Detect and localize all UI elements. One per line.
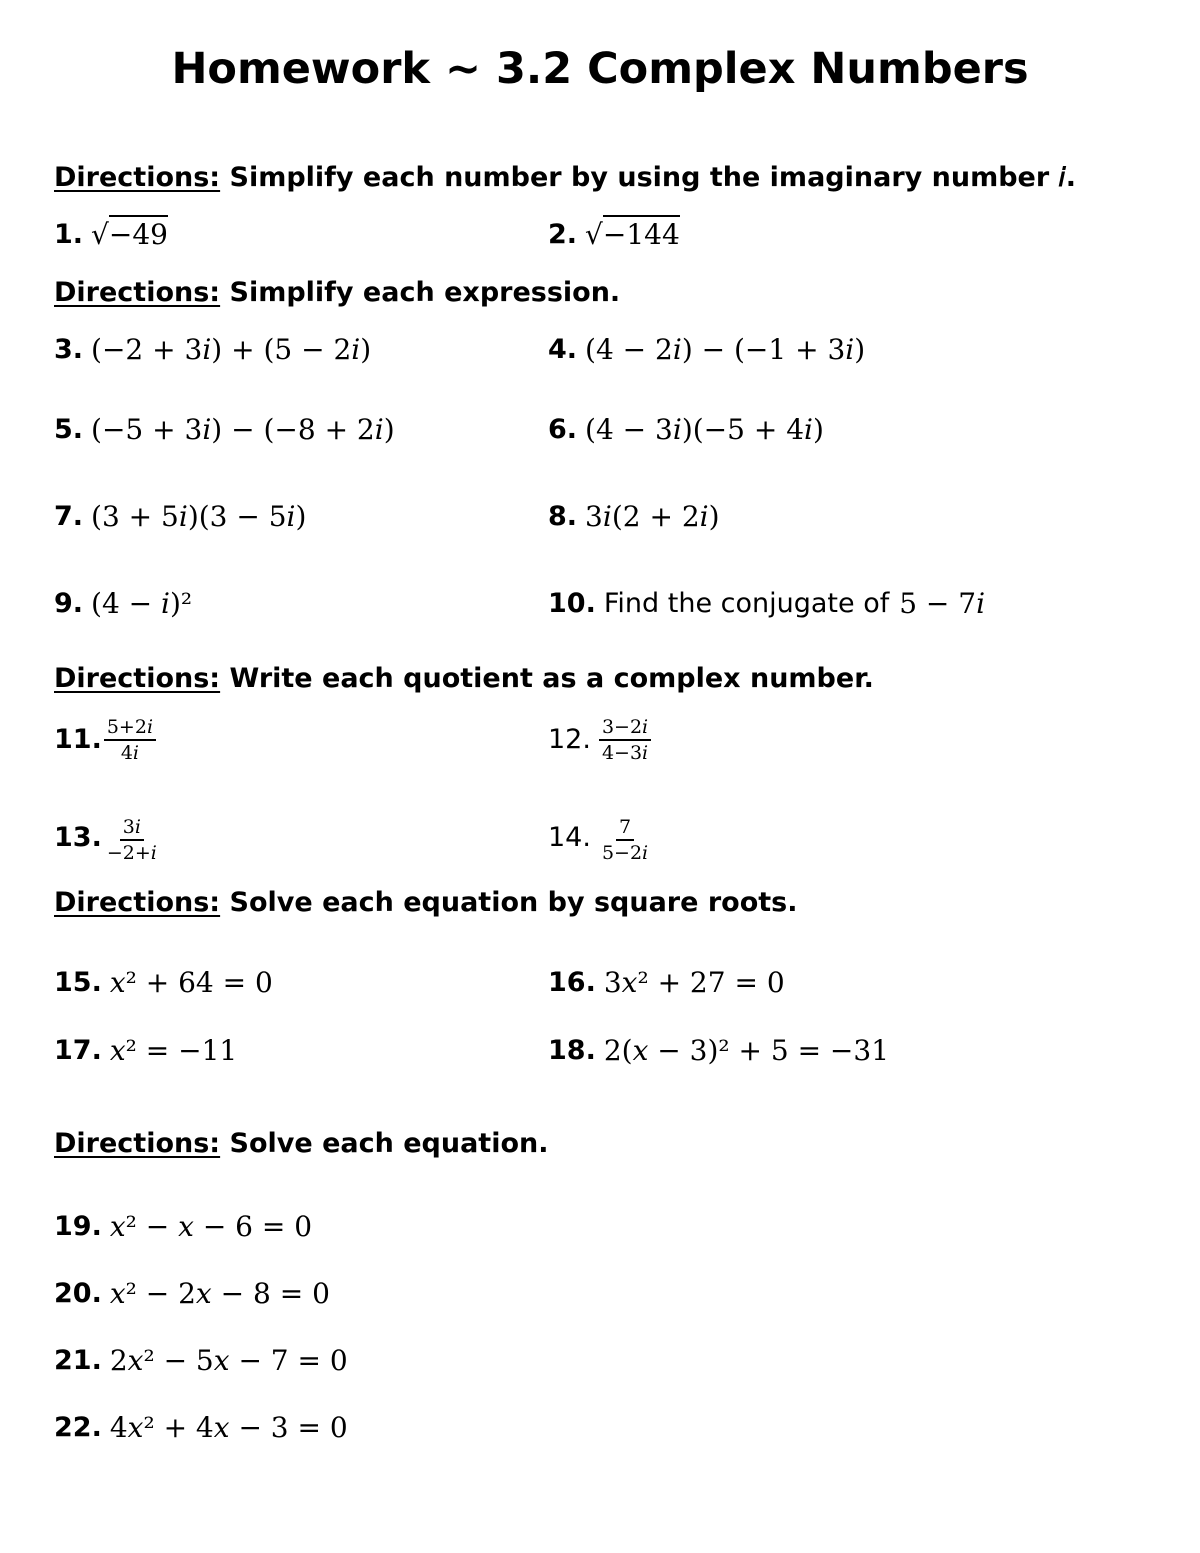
problem-number: 3. <box>54 334 84 365</box>
fraction-numerator: 3𝑖 <box>120 816 144 841</box>
fraction-numerator: 5+2𝑖 <box>104 716 156 741</box>
math-expression: 3𝑥² + 27 = 0 <box>603 966 785 999</box>
fraction-denominator: −2+𝑖 <box>106 842 157 864</box>
fraction <box>104 716 156 764</box>
problem-number: 22. <box>54 1412 102 1443</box>
directions-label: Directions: <box>54 162 221 193</box>
problem-10 <box>548 582 985 626</box>
directions-text: Simplify each number by using the imaginary number 𝑖. <box>220 162 1076 193</box>
problem-number: 4. <box>548 334 578 365</box>
radicand: −144 <box>603 215 680 251</box>
problem-12 <box>548 718 651 762</box>
math-expression: 2𝑥² − 5𝑥 − 7 = 0 <box>109 1344 348 1377</box>
problem-9 <box>54 582 192 626</box>
problem-8 <box>548 495 720 539</box>
problem-6 <box>548 408 824 452</box>
problem-2 <box>548 213 680 257</box>
fraction-denominator: 4−3𝑖 <box>601 742 649 764</box>
problem-text: Find the conjugate of <box>603 588 890 619</box>
directions-section-2 <box>54 276 620 310</box>
radicand: −49 <box>109 215 168 251</box>
problem-number: 11. <box>54 724 102 755</box>
directions-text: Solve each equation. <box>220 1128 549 1159</box>
directions-text: Solve each equation by square roots. <box>220 887 798 918</box>
problem-17 <box>54 1029 237 1073</box>
directions-label: Directions: <box>54 1128 221 1159</box>
fraction-denominator: 5−2𝑖 <box>601 842 649 864</box>
sqrt-icon: √ <box>91 218 109 251</box>
math-expression: (4 − 𝑖)² <box>91 587 193 620</box>
directions-text: Write each quotient as a complex number. <box>220 663 874 694</box>
problem-11 <box>54 718 156 762</box>
problem-15 <box>54 961 273 1005</box>
problem-21 <box>54 1339 348 1383</box>
math-expression: 4𝑥² + 4𝑥 − 3 = 0 <box>109 1411 348 1444</box>
problem-14 <box>548 816 651 864</box>
directions-section-4 <box>54 886 798 920</box>
problem-number: 10. <box>548 588 596 619</box>
fraction-numerator: 3−2𝑖 <box>599 716 651 741</box>
problem-7 <box>54 495 306 539</box>
problem-number: 18. <box>548 1035 596 1066</box>
fraction <box>104 816 160 864</box>
math-expression: 𝑥² − 𝑥 − 6 = 0 <box>109 1210 313 1243</box>
math-expression: 𝑥² + 64 = 0 <box>109 966 273 999</box>
fraction-numerator: 7 <box>616 816 634 841</box>
problem-20 <box>54 1272 330 1316</box>
fraction-denominator: 4𝑖 <box>120 742 140 764</box>
problem-number: 6. <box>548 414 578 445</box>
math-expression: 𝑥² − 2𝑥 − 8 = 0 <box>109 1277 330 1310</box>
fraction <box>599 816 651 864</box>
directions-section-5 <box>54 1127 549 1161</box>
directions-text: Simplify each expression. <box>220 277 621 308</box>
problem-number: 8. <box>548 501 578 532</box>
radical-expression <box>91 215 168 255</box>
problem-number: 19. <box>54 1211 102 1242</box>
problem-19 <box>54 1205 312 1249</box>
problem-number: 14. <box>548 822 591 853</box>
math-expression: (3 + 5𝑖)(3 − 5𝑖) <box>91 500 307 533</box>
math-expression: (−5 + 3𝑖) − (−8 + 2𝑖) <box>91 413 395 446</box>
problem-number: 12. <box>548 724 591 755</box>
problem-number: 13. <box>54 822 102 853</box>
directions-label: Directions: <box>54 277 221 308</box>
problem-number: 1. <box>54 219 84 250</box>
problem-13 <box>54 816 160 864</box>
problem-16 <box>548 961 785 1005</box>
problem-1 <box>54 213 168 257</box>
fraction <box>599 716 651 764</box>
radical-expression <box>585 215 680 255</box>
problem-number: 15. <box>54 967 102 998</box>
directions-section-1 <box>54 161 1076 195</box>
problem-number: 16. <box>548 967 596 998</box>
math-expression: 2(𝑥 − 3)² + 5 = −31 <box>603 1034 890 1067</box>
problem-number: 21. <box>54 1345 102 1376</box>
directions-label: Directions: <box>54 663 221 694</box>
math-expression: 𝑥² = −11 <box>109 1034 238 1067</box>
problem-number: 17. <box>54 1035 102 1066</box>
problem-number: 5. <box>54 414 84 445</box>
problem-3 <box>54 328 371 372</box>
problem-4 <box>548 328 865 372</box>
math-expression: (4 − 2𝑖) − (−1 + 3𝑖) <box>585 333 866 366</box>
problem-number: 9. <box>54 588 84 619</box>
math-expression: (4 − 3𝑖)(−5 + 4𝑖) <box>585 413 824 446</box>
problem-5 <box>54 408 395 452</box>
math-expression: (−2 + 3𝑖) + (5 − 2𝑖) <box>91 333 372 366</box>
problem-22 <box>54 1406 348 1450</box>
directions-section-3 <box>54 662 874 696</box>
problem-number: 2. <box>548 219 578 250</box>
page-title: Homework ~ 3.2 Complex Numbers <box>171 44 1029 94</box>
problem-number: 7. <box>54 501 84 532</box>
problem-number: 20. <box>54 1278 102 1309</box>
directions-label: Directions: <box>54 887 221 918</box>
math-expression: 5 − 7𝑖 <box>899 587 986 620</box>
problem-18 <box>548 1029 889 1073</box>
sqrt-icon: √ <box>585 218 603 251</box>
math-expression: 3𝑖(2 + 2𝑖) <box>585 500 720 533</box>
